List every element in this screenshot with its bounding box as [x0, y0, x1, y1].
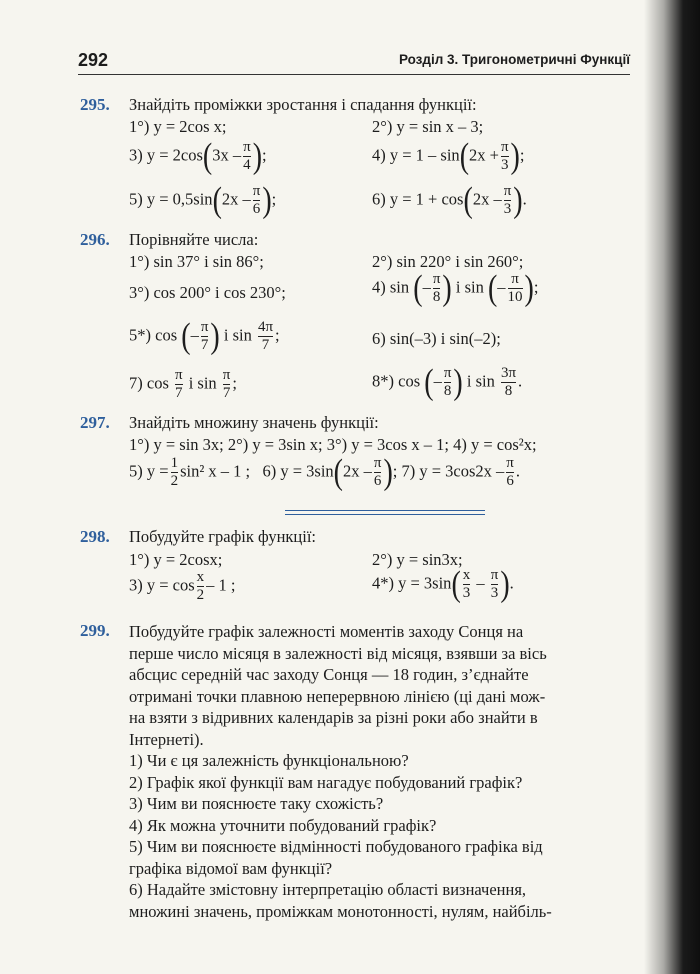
fraction: $\frac{\pi}{3}$	[500, 139, 509, 173]
exercise-297-prompt: Знайдіть множину значень функції:	[129, 413, 379, 432]
fraction: $\frac{3\pi}{8}$	[500, 365, 517, 399]
ex296-item-5: 5*) cos (– $\frac{\pi}{7}$ ) і sin $\frac{4\pi}{7}$ ;	[129, 315, 280, 357]
exercise-number-295: 295.	[80, 95, 110, 114]
fraction: $\frac{\pi}{8}$	[443, 365, 452, 399]
ex295-item-4-prefix: 4) y = 1 – sin	[372, 145, 460, 165]
ex298-item-1: 1°) y = 2cosx;	[129, 550, 223, 569]
header-rule	[78, 74, 630, 75]
ex295-item-5: 5) y = 0,5sin(2x – $\frac{\pi}{6}$ );	[129, 179, 277, 221]
exercise-298-prompt: Побудуйте графік функції:	[129, 527, 316, 546]
ex297-row-2: 5) y = $\frac{1}{2}$ sin² x – 1 ; 6) y = 3sin(2x – $\frac{\pi}{6}$ ); 7) y = 3cos2x – $\frac{\pi}{6}$ .	[129, 451, 520, 493]
ex296-item-7: 7) cos $\frac{\pi}{7}$ і sin $\frac{\pi}{7}$ ;	[129, 367, 237, 401]
ex295-item-3-arg: 3x –	[212, 145, 242, 165]
question-6: 6) Надайте змістовну інтерпретацію області визначення,	[129, 880, 527, 899]
book-spine-shadow	[644, 0, 700, 974]
ex295-item-6: 6) y = 1 + cos(2x – $\frac{\pi}{3}$ ).	[372, 179, 527, 221]
page-header	[78, 50, 630, 78]
question-4: 4) Як можна уточнити побудований графік?	[129, 815, 437, 835]
ex298-item-3: 3) y = cos $\frac{x}{2}$ – 1 ;	[129, 569, 236, 603]
exercise-number-299: 299.	[80, 621, 110, 640]
exercise-number-298: 298.	[80, 527, 110, 546]
ex298-item-4: 4*) y = 3sin( $\frac{x}{3}$ – $\frac{\pi}{3}$ ).	[372, 563, 514, 605]
text-line: перше число місяця в залежності від місяця, взявши за вісь	[129, 643, 547, 663]
text-line: графіка відомої вам функції?	[129, 858, 333, 878]
fraction: $\frac{\pi}{4}$	[243, 139, 251, 173]
section-divider	[285, 508, 485, 516]
fraction: $\frac{\pi}{8}$	[432, 271, 441, 305]
ex295-item-3: 3) y = 2cos(3x – $\frac{\pi}{4}$ );	[129, 135, 267, 177]
exercise-295-prompt: Знайдіть проміжки зростання і спадання функції:	[129, 95, 477, 114]
fraction: $\frac{\pi}{3}$	[490, 567, 499, 601]
ex296-item-4: 4) sin (– $\frac{\pi}{8}$ ) і sin (– $\frac{\pi}{10}$ );	[372, 267, 539, 309]
fraction: $\frac{\pi}{3}$	[503, 183, 512, 217]
text-line: на взяти з відривних календарів за різні роки або знайти в	[129, 708, 538, 727]
ex295-item-4-arg: 2x +	[469, 145, 499, 165]
ex295-item-6-prefix: 6) y = 1 + cos	[372, 189, 464, 209]
question-2: 2) Графік якої функції вам нагадує побудований графік?	[129, 772, 523, 792]
ex295-item-3-prefix: 3) y = 2cos	[129, 145, 203, 165]
ex295-item-1: 1°) y = 2cos x;	[129, 117, 227, 136]
page-number: 292	[78, 50, 109, 70]
exercise-296-prompt: Порівняйте числа:	[129, 230, 259, 249]
fraction: $\frac{\pi}{7}$	[175, 367, 183, 401]
fraction: $\frac{x}{3}$	[462, 567, 471, 601]
ex297-row-1: 1°) y = sin 3x; 2°) y = 3sin x; 3°) y = 3cos x – 1; 4) y = cos²x;	[129, 435, 537, 454]
ex296-item-8: 8*) cos (– $\frac{\pi}{8}$ ) і sin $\frac{3\pi}{8}$ .	[372, 361, 523, 403]
ex296-item-2: 2°) sin 220° і sin 260°;	[372, 252, 524, 271]
question-3: 3) Чим ви пояснюєте таку схожість?	[129, 794, 384, 813]
question-5: 5) Чим ви пояснюєте відмінності побудованого графіка від	[129, 837, 543, 856]
text-line: Інтернеті).	[129, 729, 204, 749]
ex295-item-5-prefix: 5) y = 0,5sin	[129, 189, 213, 209]
fraction: $\frac{\pi}{10}$	[507, 271, 523, 305]
fraction: $\frac{\pi}{7}$	[222, 367, 231, 401]
text-line: множині значень, проміжкам монотонності, нулям, найбіль-	[129, 901, 552, 921]
text-line: Побудуйте графік залежності моментів заходу Сонця на	[129, 622, 524, 641]
exercise-number-296: 296.	[80, 230, 110, 249]
fraction: $\frac{1}{2}$	[170, 455, 179, 489]
ex296-item-3: 3°) cos 200° і cos 230°;	[129, 283, 286, 302]
ex296-item-6: 6) sin(–3) і sin(–2);	[372, 329, 501, 348]
ex298-item-2: 2°) y = sin3x;	[372, 550, 463, 569]
text-line: отримані точки плавною неперервною лінією (ці дані мож-	[129, 686, 546, 706]
fraction: $\frac{\pi}{7}$	[200, 319, 209, 353]
fraction: $\frac{\pi}{6}$	[252, 183, 261, 217]
exercise-number-297: 297.	[80, 413, 110, 432]
text-line: абсцис середній час заходу Сонця — 18 годин, з’єднайте	[129, 665, 529, 684]
question-1: 1) Чи є ця залежність функціональною?	[129, 751, 409, 770]
ex295-item-6-arg: 2x –	[472, 189, 502, 209]
ex296-item-1: 1°) sin 37° і sin 86°;	[129, 252, 264, 271]
fraction: $\frac{\pi}{6}$	[506, 455, 514, 489]
fraction: $\frac{\pi}{6}$	[373, 455, 382, 489]
ex295-item-5-arg: 2x –	[221, 189, 251, 209]
ex295-item-2: 2°) y = sin x – 3;	[372, 117, 484, 136]
fraction: $\frac{4\pi}{7}$	[257, 319, 274, 353]
fraction: $\frac{x}{2}$	[196, 569, 205, 603]
exercise-299-text	[129, 621, 627, 922]
ex295-item-4: 4) y = 1 – sin(2x + $\frac{\pi}{3}$ );	[372, 135, 525, 177]
section-title: Розділ 3. Тригонометричні Функції	[398, 52, 630, 67]
